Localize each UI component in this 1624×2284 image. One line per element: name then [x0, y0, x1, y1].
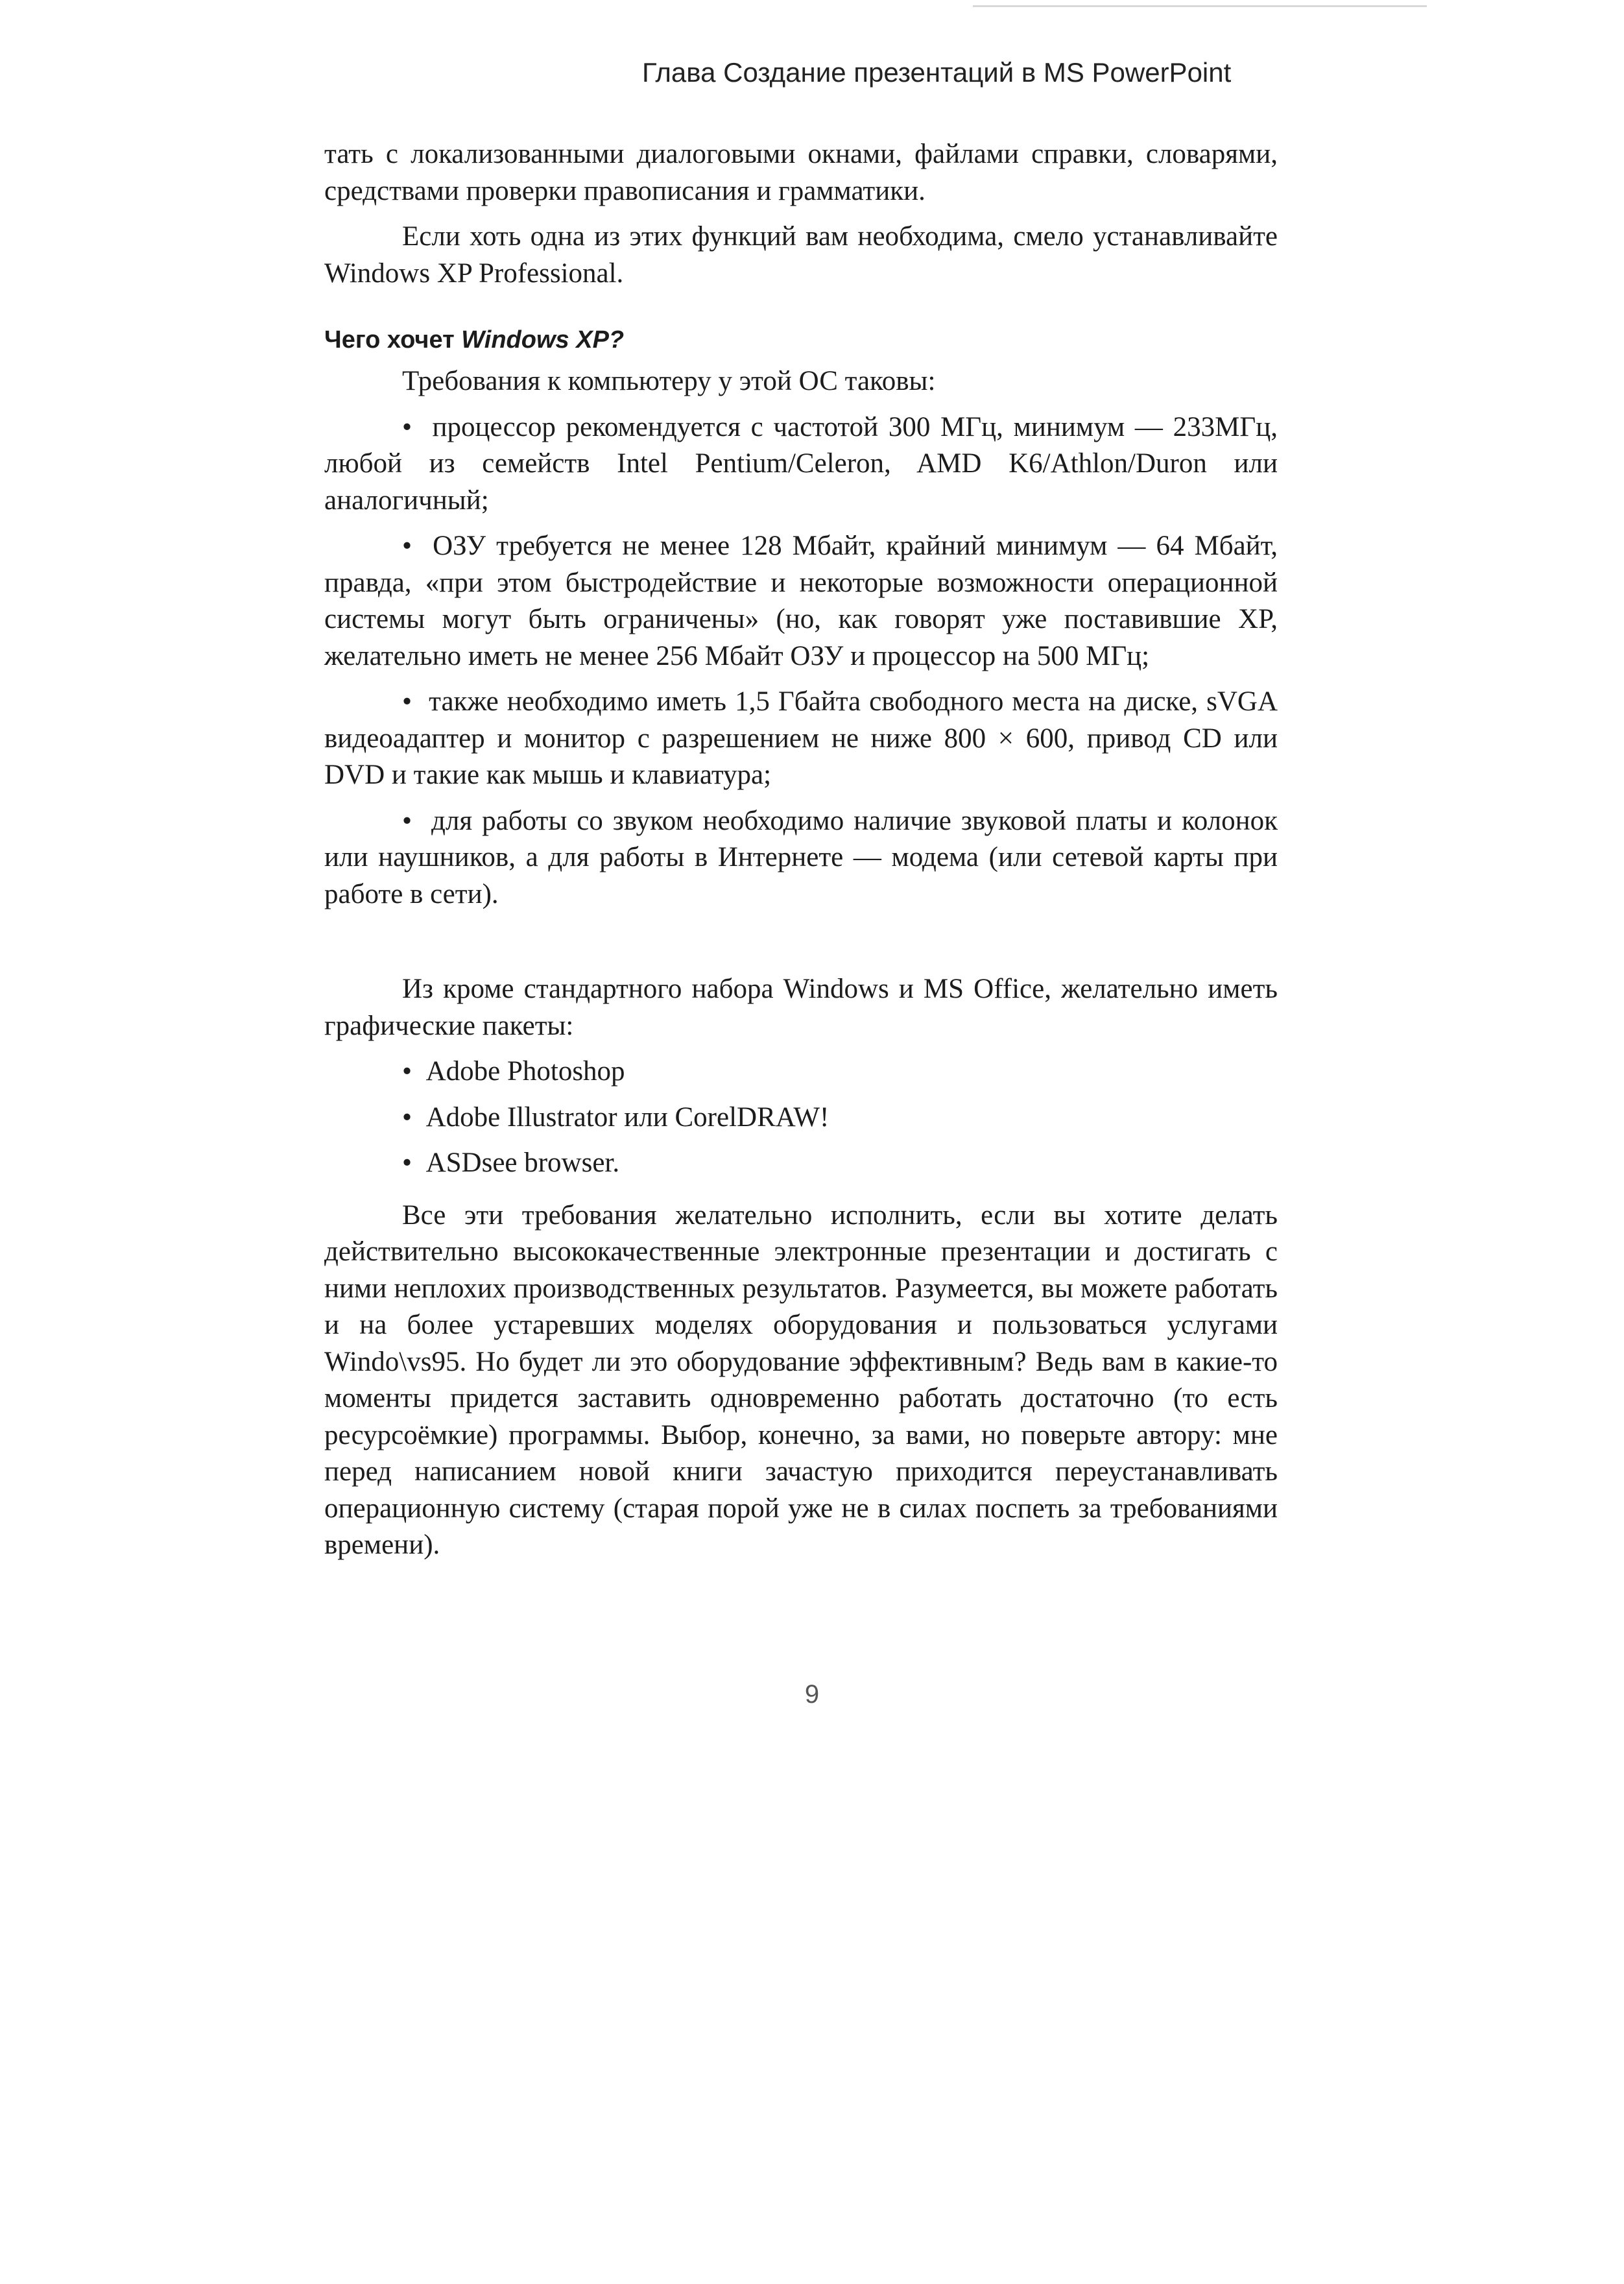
page-number: 9 [804, 1680, 820, 1709]
section-heading [324, 322, 1278, 358]
software-item-acdsee: • ASDsee browser. [324, 1145, 1278, 1182]
software-item-photoshop: • Adobe Photoshop [324, 1053, 1278, 1090]
requirement-sound-network: • для работы со звуком необходимо наличие звуковой платы и колонок или наушников, а для работы в Интернете — модема (или сетевой карты при работе в сети). [324, 803, 1278, 913]
intro-paragraph-continued: тать с локализованными диалоговыми окнами, файлами справки, словарями, средствами проверки правописания и грамматики. [324, 139, 1278, 206]
closing-paragraph: Все эти требования желательно исполнить, если вы хотите делать действительно высококачественные электронные презентации и достигать с ними неплохих производственных результатов. Разумеется, вы можете работать и на более устаревших моделях оборудования и пользоваться услугами Windo\vs95. Но будет ли это оборудование эффективным? Ведь вам в какие-то моменты придется заставить одновременно работать достаточно (то есть ресурсоёмкие) программы. Выбор, конечно, за вами, но поверьте автору: мне перед написанием новой книги зачастую приходится переустанавливать операционную систему (старая порой уже не в силах поспеть за требованиями времени). [324, 1199, 1278, 1560]
requirement-ram: • ОЗУ требуется не менее 128 Мбайт, крайний минимум — 64 Мбайт, правда, «при этом быстродействие и некоторые возможности операционной системы могут быть ограничены» (но, как говорят уже поставившие XP, желательно иметь не менее 256 Мбайт ОЗУ и процессор на 500 МГц; [324, 528, 1278, 675]
requirements-list [324, 409, 1278, 913]
software-paragraph: Из кроме стандартного набора Windows и MS Office, желательно иметь графические пакеты: [324, 974, 1278, 1041]
section-heading-emphasis: Windows XP? [461, 326, 625, 354]
running-header: Глава Создание презентаций в MS PowerPoint [642, 57, 1232, 88]
software-item-illustrator: • Adobe Illustrator или CorelDRAW! [324, 1100, 1278, 1136]
scan-artifact-rule [973, 5, 1427, 7]
requirement-disk-video: • также необходимо иметь 1,5 Гбайта свободного места на диске, sVGA видеоадаптер и монитор с разрешением не ниже 800 × 600, привод CD или DVD и такие как мышь и клавиатура; [324, 684, 1278, 794]
software-list [324, 1053, 1278, 1182]
intro-paragraph: Если хоть одна из этих функций вам необходима, смело устанавливайте Windows XP Professional. [324, 221, 1278, 289]
section-heading-prefix: Чего хочет [324, 326, 455, 354]
requirements-lead: Требования к компьютеру у этой ОС таковы: [402, 366, 936, 396]
requirement-cpu: • процессор рекомендуется с частотой 300 МГц, минимум — 233МГц, любой из семейств Intel Pentium/Celeron, AMD K6/Athlon/Duron или аналогичный; [324, 409, 1278, 520]
page-body [324, 136, 1278, 1564]
